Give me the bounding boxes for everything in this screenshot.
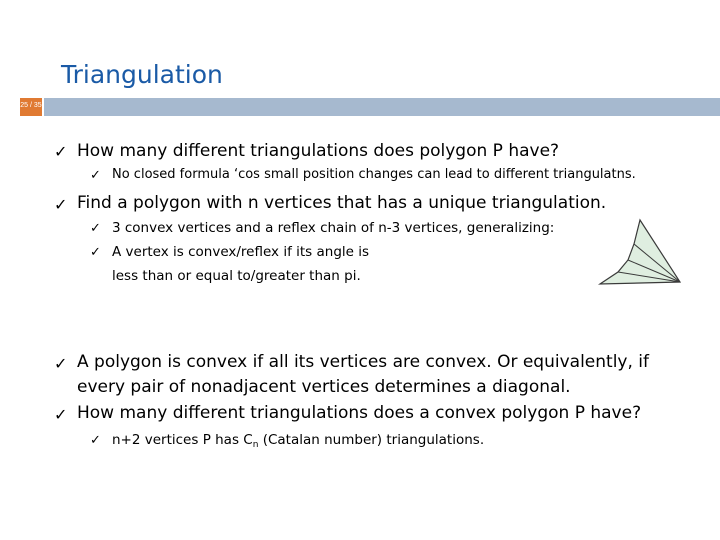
- bullet-catalan-number: [112, 432, 484, 450]
- checkmark-icon: ✓: [54, 195, 68, 214]
- bullet-convex-reflex-chain: 3 convex vertices and a reflex chain of n-3 vertices, generalizing:: [112, 220, 555, 236]
- header-bar: [44, 98, 720, 116]
- bullet-no-closed-formula: No closed formula ‘cos small position changes can lead to different triangulatns.: [112, 167, 636, 182]
- bullet-convex-polygon-line2: every pair of nonadjacent vertices determines a diagonal.: [77, 377, 571, 397]
- checkmark-icon: ✓: [90, 221, 101, 236]
- checkmark-icon: ✓: [54, 405, 68, 424]
- bullet-vertex-definition-line2: less than or equal to/greater than pi.: [112, 268, 361, 284]
- catalan-subscript: n: [252, 440, 259, 450]
- checkmark-icon: ✓: [90, 433, 101, 448]
- bullet-unique-triangulation: Find a polygon with n vertices that has a unique triangulation.: [77, 193, 607, 213]
- bullet-vertex-definition-line1: A vertex is convex/reflex if its angle is: [112, 244, 370, 260]
- reflex-chain-polygon-figure: [594, 216, 684, 288]
- bullet-convex-triangulations-question: How many different triangulations does a convex polygon P have?: [77, 403, 642, 423]
- catalan-text-after: (Catalan number) triangulations.: [258, 432, 485, 448]
- checkmark-icon: ✓: [90, 245, 101, 260]
- checkmark-icon: ✓: [54, 142, 68, 161]
- catalan-text-before: n+2 vertices P has C: [112, 432, 253, 448]
- bullet-convex-polygon-line1: A polygon is convex if all its vertices are convex. Or equivalently, if: [77, 352, 649, 372]
- checkmark-icon: ✓: [90, 168, 101, 183]
- bullet-question-triangulations: How many different triangulations does polygon P have?: [77, 141, 560, 161]
- slide-title: Triangulation: [61, 60, 223, 89]
- checkmark-icon: ✓: [54, 354, 68, 373]
- polygon-shape: [600, 220, 680, 284]
- slide-number: 25 / 35: [20, 102, 42, 109]
